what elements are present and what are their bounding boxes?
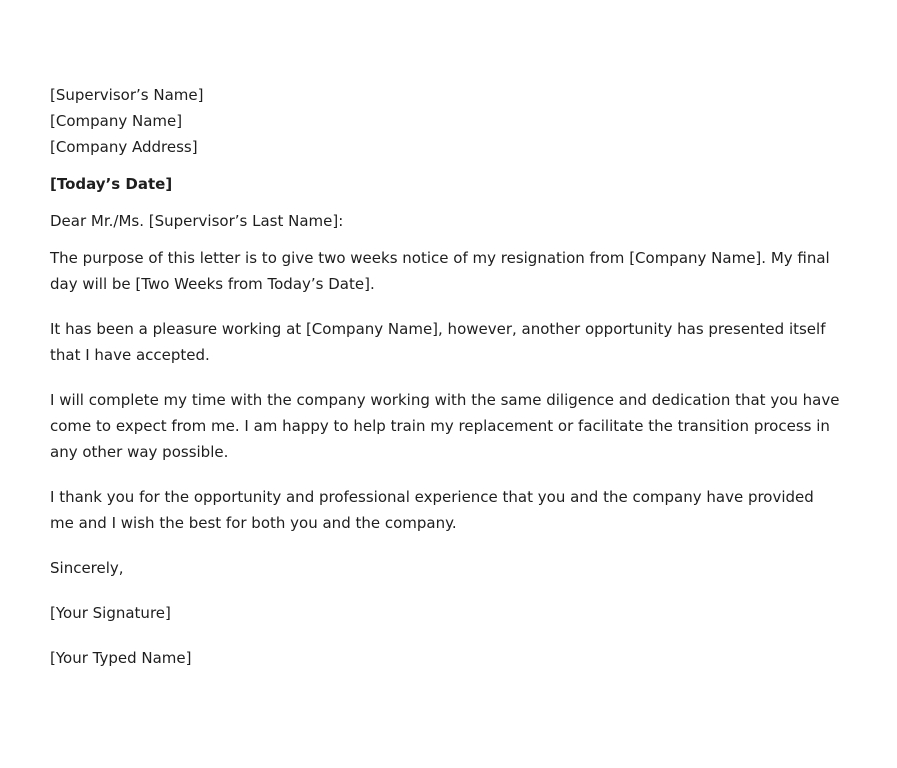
paragraph-line: come to expect from me. I am happy to help train my replacement or facilitate the transition process in (50, 417, 830, 435)
paragraph-transition (50, 387, 850, 465)
paragraph-line: It has been a pleasure working at [Company Name], however, another opportunity has presented itself (50, 320, 826, 338)
paragraph-line: that I have accepted. (50, 346, 210, 364)
paragraph-line: The purpose of this letter is to give two weeks notice of my resignation from [Company Name]. My final (50, 249, 830, 267)
company-name: [Company Name] (50, 112, 183, 130)
paragraph-line: day will be [Two Weeks from Today’s Date]. (50, 275, 375, 293)
signature-placeholder: [Your Signature] (50, 604, 171, 622)
letter-body (50, 82, 850, 671)
letter-date: [Today’s Date] (50, 175, 173, 193)
paragraph-line: me and I wish the best for both you and the company. (50, 514, 457, 532)
company-address: [Company Address] (50, 138, 198, 156)
typed-name-placeholder: [Your Typed Name] (50, 649, 192, 667)
closing: Sincerely, (50, 559, 124, 577)
paragraph-line: I will complete my time with the company working with the same diligence and dedication that you have (50, 391, 840, 409)
salutation: Dear Mr./Ms. [Supervisor’s Last Name]: (50, 212, 344, 230)
paragraph-notice (50, 245, 850, 297)
recipient-address-block (50, 82, 850, 160)
paragraph-line: any other way possible. (50, 443, 229, 461)
paragraph-pleasure (50, 316, 850, 368)
supervisor-name: [Supervisor’s Name] (50, 86, 204, 104)
paragraph-thanks (50, 484, 850, 536)
paragraph-line: I thank you for the opportunity and professional experience that you and the company have provided (50, 488, 814, 506)
